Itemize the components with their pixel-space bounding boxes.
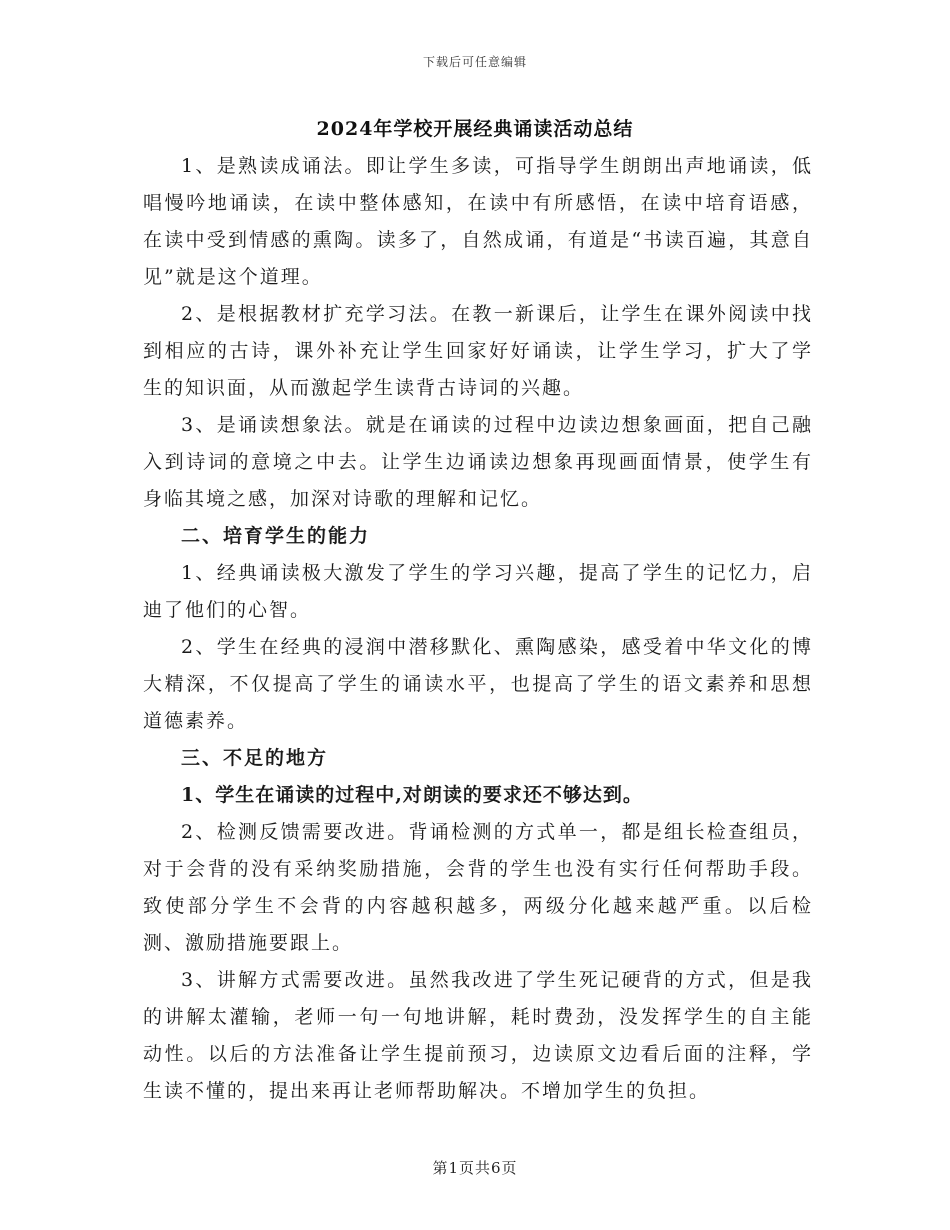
paragraph-method-expansion: 2、是根据教材扩充学习法。在教一新课后，让学生在课外阅读中找到相应的古诗，课外补充让学生回家好好诵读，让学生学习，扩大了学生的知识面，从而激起学生读背古诗词的兴趣。 (143, 303, 813, 399)
paragraph-ability-interest: 1、经典诵读极大激发了学生的学习兴趣，提高了学生的记忆力，启迪了他们的心智。 (143, 562, 813, 621)
page-number: 第1页共6页 (432, 1159, 518, 1177)
document-body (143, 148, 813, 1110)
paragraph-ability-culture: 2、学生在经典的浸润中潜移默化、熏陶感染，感受着中华文化的博大精深，不仅提高了学生的诵读水平，也提高了学生的语文素养和思想道德素养。 (143, 636, 813, 732)
paragraph-shortcoming-feedback: 2、检测反馈需要改进。背诵检测的方式单一，都是组长检查组员，对于会背的没有采纳奖励措施，会背的学生也没有实行任何帮助手段。致使部分学生不会背的内容越积越多，两级分化越来越严重。以后检测、激励措施要跟上。 (143, 821, 813, 954)
paragraph-shortcoming-reading: 1、学生在诵读的过程中,对朗读的要求还不够达到。 (181, 784, 643, 806)
paragraph-method-recitation: 1、是熟读成诵法。即让学生多读，可指导学生朗朗出声地诵读，低唱慢吟地诵读，在读中整体感知，在读中有所感悟，在读中培育语感，在读中受到情感的熏陶。读多了，自然成诵，有道是“书读百遍，其意自见”就是这个道理。 (143, 155, 813, 288)
document-title: 2024年学校开展经典诵读活动总结 (316, 118, 634, 140)
page-header-note: 下载后可任意编辑 (422, 55, 527, 69)
paragraph-shortcoming-teaching: 3、讲解方式需要改进。虽然我改进了学生死记硬背的方式，但是我的讲解太灌输，老师一句一句地讲解，耗时费劲，没发挥学生的自主能动性。以后的方法准备让学生提前预习，边读原文边看后面的注释，学生读不懂的，提出来再让老师帮助解决。不增加学生的负担。 (143, 969, 813, 1102)
section-heading-ability: 二、培育学生的能力 (181, 525, 371, 547)
section-heading-shortcomings: 三、不足的地方 (181, 747, 329, 769)
paragraph-method-imagination: 3、是诵读想象法。就是在诵读的过程中边读边想象画面，把自己融入到诗词的意境之中去。让学生边诵读边想象再现画面情景，使学生有身临其境之感，加深对诗歌的理解和记忆。 (143, 414, 813, 510)
